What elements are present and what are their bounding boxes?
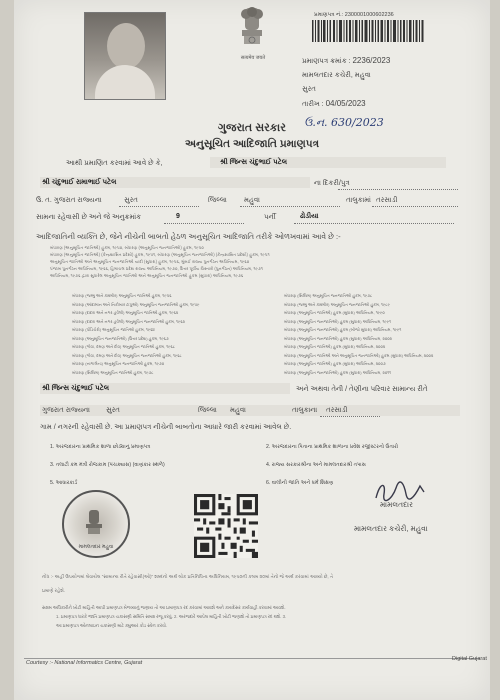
seal-emblem-icon [78,506,110,538]
emblem-caption: सत्यमेव जयते [240,55,266,61]
taluka2-value: તરસાડી [326,407,348,414]
orders-list-left: બંધારણ (જમ્મુ અને કાશ્મીર) અનુસૂચિત જાતિઓ હુકમ, ૧૯૫૬ બંધારણ (આંદામાન અને નિકોબાર ટાપુઓ) અનુસૂચિત જનજાતિઓ હુકમ, ૧૯૫૯ બંધારણ (દાદરા અને નગર હવેલી) અનુસૂચિત જાતિઓ હુકમ, ૧૯૬૨ બંધારણ (દાદરા અને નગર હવેલી) અનુસૂચિત જનજાતિઓ હુકમ, ૧૯૬૨ બંધારણ (પોંડિચેરી) અનુસૂચિત જાતિઓ હુકમ, ૧૯૬૪ બંધારણ (અનુસૂચિત જનજાતિઓ) (ઉત્તર પ્રદેશ) હુકમ, ૧૯૬૭ બંધારણ (ગોવા, દમણ અને દીવ) અનુસૂચિત જાતિઓ હુકમ, ૧૯૬૮ બંધારણ (ગોવા, દમણ અને દીવ) અનુસૂચિત જનજાતિઓ હુકમ, ૧૯૬૮ બંધારણ (નાગાલેન્ડ) અનુસૂચિત જનજાતિઓ હુકમ, ૧૯૭૦ બંધારણ (સિક્કિમ) અનુસૂચિત જાતિઓ હુકમ, ૧૯૭૮ [72,293,200,375]
qr-code [194,494,258,558]
taluka-label: તાલુકામાં [346,197,371,204]
relation-text: ના દિકરી/પુત્ર [314,180,350,187]
district2-label: જિલ્લા [198,407,217,414]
seal-text: મામલતદાર મહુવા [78,544,114,550]
barcode-number: પ્રમાણપત્ર નં.: 2300001000602236 [314,12,394,18]
certificate-page [14,0,490,700]
district-label: જિલ્લા [208,197,227,204]
applicant-name-repeat: શ્રી જિન્સ ચંદુભાઈ પટેલ [42,385,110,392]
cert-no-value: 2236/2023 [352,56,391,65]
state-label: ગુજરાત રાજ્યના [42,407,90,414]
certificate-meta [302,54,390,112]
government-title: ગુજરાત સરકાર [218,122,286,134]
office-line2: સુરત [302,86,316,93]
district-value: મહુવા [244,197,260,204]
footer-digital-gujarat: Digital Gujarat [452,656,487,662]
signatory-title: મામલતદાર [380,500,413,509]
basis-4: 4. રાજ્ય સરકારશ્રીના અને મામલતદારશ્રી તપાસ [266,462,366,468]
note-4: 1. પ્રમાણપત્ર ધારકે જાતિ પ્રમાણપત્ર ચકાસણી સમિતિ સમક્ષ રજૂ કરવું. 2. અરજદારે આપેલ માહિતી ખોટી જણાશે તો પ્રમાણપત્ર રદ થશે. 3. [56,614,287,619]
residence-note: ગામ / નગરની રહેવાસી છે. આ પ્રમાણપત્ર નીચેની બાબતોના આધારે જારી કરવામાં આવેલ છે. [40,424,292,431]
family-label: અને અથવા તેની / તેણીના પરિવાર સામાન્ય રીતે [296,386,428,393]
basis-1: 1. અરજદારના પ્રાથમિક શાળા છોડ્યાનું પ્રમાણપત્ર [50,444,151,450]
footer-courtesy: Courtesy :- National Informatics Centre, Gujarat [26,660,143,666]
handwritten-reference: ઉ.ન. 630/2023 [304,116,384,129]
basis-6: 6. વાલીની જાતિ અને ધર્મ શિક્ષણ [266,480,334,486]
village-value: સુરત [124,197,138,204]
taluka2-label: તાલુકાના [292,407,318,414]
date-value: 04/05/2023 [325,99,366,108]
basis-5: 5. આધારકાર્ડ [50,480,78,486]
belongs-label: સામના રહેવાસી છે અને જે અનુક્રમાંક [36,214,142,221]
orders-list-right: બંધારણ (સિક્કિમ) અનુસૂચિત જનજાતિઓ હુકમ, ૧૯૭૮ બંધારણ (જમ્મુ અને કાશ્મીર) અનુસૂચિત જનજાતિઓ હુકમ, ૧૯૮૯ બંધારણ (અનુસૂચિત જાતિઓ) હુકમ (સુધારા) અધિનિયમ, ૧૯૯૦ બંધારણ (અનુસૂચિત જનજાતિઓ) હુકમ (સુધારા) અધિનિયમ, ૧૯૯૧ બંધારણ (અનુસૂચિત જનજાતિઓ) હુકમ (બીજો સુધારા) અધિનિયમ, ૧૯૯૧ બંધારણ (અનુસૂચિત જનજાતિઓ) હુકમ (સુધારા) અધિનિયમ, ૨૦૦૨ બંધારણ (અનુસૂચિત જાતિઓ) હુકમ (સુધારા) અધિનિયમ, ૨૦૦૨ બંધારણ (અનુસૂચિત જાતિઓ અને અનુસૂચિત જનજાતિઓ) હુકમ (સુધારા) અધિનિયમ, ૨૦૦૨ બંધારણ (અનુસૂચિત જાતિઓ) હુકમ (સુધારા) અધિનિયમ, ૨૦૦૭ બંધારણ (અનુસૂચિત જનજાતિઓ) હુકમ (સુધારા) અધિનિયમ, ૨૦૧૧ [284,293,434,375]
tribe-value: ઢોડીયા [300,213,319,220]
signatory-office: મામલતદાર કચેરી, મહુવા [354,524,428,533]
father-name: શ્રી ચંદુભાઈ રામાભાઈ પટેલ [42,179,117,186]
office-line1: મામલતદાર કચેરી, મહુવા [302,72,371,79]
cert-no-label: પ્રમાણપત્ર ક્રમાંક : [302,58,351,65]
tribe-paragraph: આદિજાતિની વ્યક્તિ છે, જેને નીચેની બાબતો હેઠળ અનુસૂચિત આદિજાતિ તરીકે ઓળખવામાં આવે છે :- [36,232,341,241]
village-label: ઉ. ત. ગુજરાત રાજ્યના [36,197,102,204]
note-5: આ પ્રમાણપત્ર ઓનલાઇન ચકાસણી માટે ક્યુઆર કોડ સ્કેન કરવો. [56,623,167,628]
intro-label: આથી પ્રમાણિત કરવામાં આવે છે કે, [66,160,163,167]
note-2: પ્રમાણે રહેશે. [42,588,66,593]
taluka-value: તરસાડી [376,197,398,204]
state-emblem-icon [232,4,272,58]
certificate-title: અનુસૂચિત આદિજાતિ પ્રમાણપત્ર [184,138,320,150]
district2-name: મહુવા [230,407,246,414]
date-label: તારીખ : [302,101,324,108]
tribe-label: પર્ની [264,214,276,221]
orders-text: બંધારણ (અનુસૂચિત જાતિઓ) હુકમ, ૧૯૫૦, બંધારણ (અનુસૂચિત જનજાતિઓ) હુકમ, ૧૯૫૦ બંધારણ (અનુસૂચિત જાતિઓ) (કેન્દ્રશાસિત પ્રદેશો) હુકમ, ૧૯૫૧, બંધારણ (અનુસૂચિત જનજાતિઓ) (કેન્દ્રશાસિત પ્રદેશો) હુકમ, ૧૯૫૧ અનુસૂચિત જાતિઓ અને અનુસૂચિત જનજાતિઓ યાદી (સુધારા) હુકમ, ૧૯૫૬, મુંબઈ રાજ્ય પુનર્ગઠન અધિનિયમ, ૧૯૬૦ પંજાબ પુનર્ગઠન અધિનિયમ, ૧૯૬૬, હિમાચલ પ્રદેશ રાજ્ય અધિનિયમ, ૧૯૭૦, ઉત્તર પૂર્વીય વિસ્તારો (પુનર્ગઠન) અધિનિયમ, ૧૯૭૧ અધિનિયમ, ૧૯૭૬ દ્વારા સુધારેલ અનુસૂચિત જાતિઓ અને અનુસૂચિત જનજાતિઓ હુકમ (સુધારા) અધિનિયમ, ૧૯૭૬ [50,245,270,278]
applicant-photo [84,12,166,100]
note-3: સક્ષમ અધિકારીને ખોટી માહિતી આપી પ્રમાણપત્ર મેળવ્યાનું જણાય તો આ પ્રમાણપત્ર રદ કરવામાં આવશે અને કાયદેસર કાર્યવાહી કરવામાં આવશે. [42,605,286,610]
entry-number: 9 [176,213,180,220]
applicant-name: શ્રી જિન્સ ચંદુભાઈ પટેલ [220,159,288,166]
barcode [312,20,424,42]
note-1: નોંધ :- અહીં ઉપયોગમાં લેવાયેલ "સામાન્ય રીતે રહેવાસી(ઓ)" શબ્દનો અર્થ લોક પ્રતિનિધિત્વ અધિનિયમ, ૧૯૫૦ની કલમ ૨૦માં તેનો જે અર્થ કરવામાં આવ્યો છે, તે [42,574,334,579]
basis-2: 2. અરજદારના પિતાના પ્રાથમિક શાળાના પ્રવેશ રજીસ્ટરનો ઉતારો [266,444,399,450]
basis-3: 3. તલાટી કમ મંત્રી રોજકામ (પંચક્યાસ) (વાણંકાર સ્થળે) [50,462,165,468]
district2-value: સુરત [106,407,120,414]
